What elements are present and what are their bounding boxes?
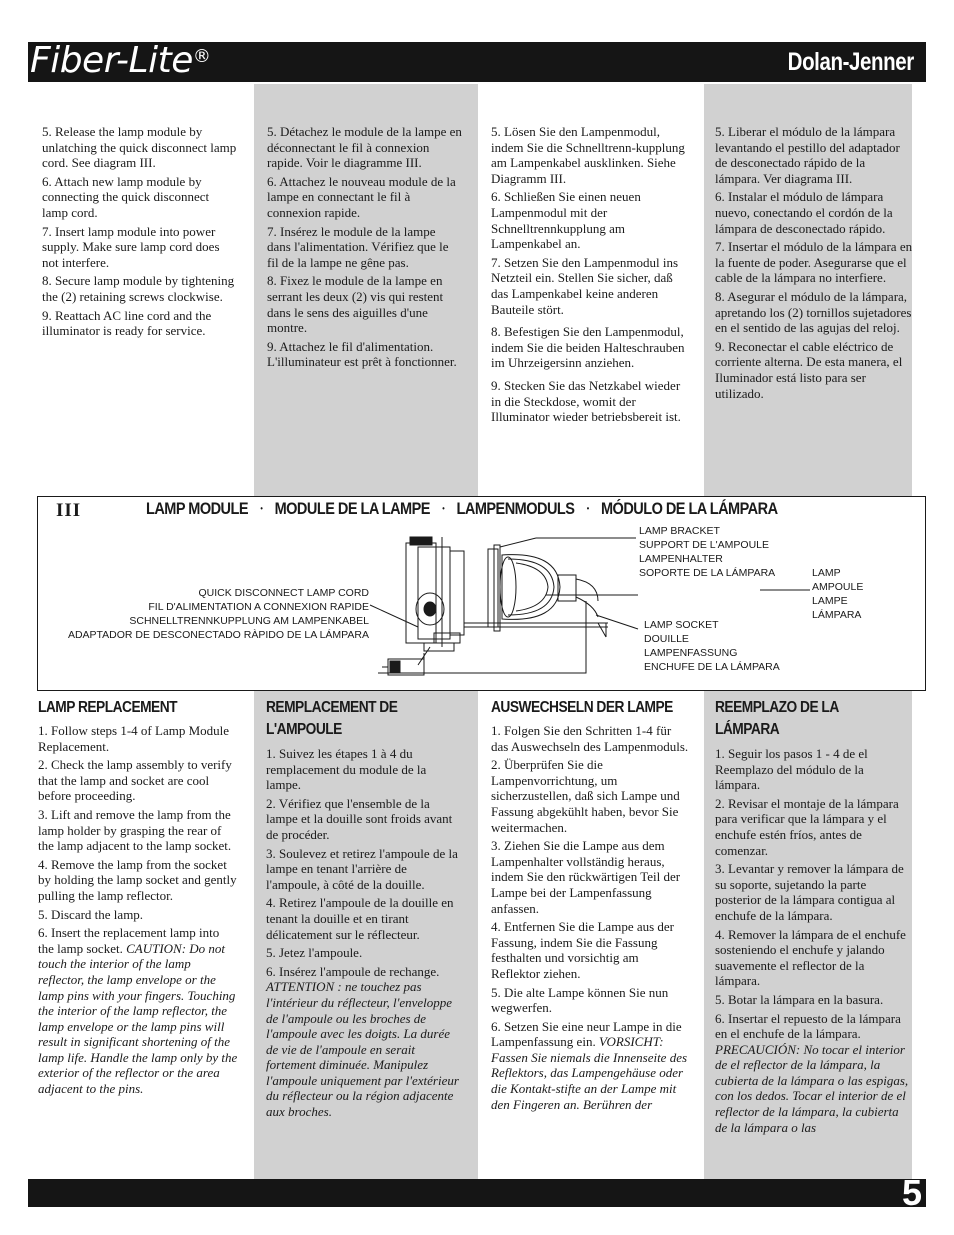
column-french-bottom xyxy=(266,746,462,1123)
paragraph: 4. Remover la lámpara de el enchufe sosteniendo el enchufe y jalando suavemente el reflector de la lámpara. xyxy=(715,926,906,989)
paragraph: 2. Revisar el montaje de la lámpara para verificar que la lámpara y el enchufe estén fríos, antes de comenzar. xyxy=(715,795,899,858)
lamp-module-diagram xyxy=(37,496,926,691)
paragraph: 7. Setzen Sie den Lampenmodul ins Netzteil ein. Stellen Sie sicher, daß das Lampenkabel keine anderen Bauteile stört. xyxy=(491,254,679,317)
caution-note: PRECAUCIÓN: No tocar el interior de el reflector de la lámpara, la cubierta de la lámpara o las espigas, con los dedos. Tocar el interior de el reflector de la lámpara, la cubierta de la lámpara o las xyxy=(715,1041,909,1135)
paragraph: 5. Lösen Sie den Lampenmodul, indem Sie die Schnelltrenn-kupplung am Lampenkabel ausklinken. Siehe Diagramm III. xyxy=(491,124,685,186)
paragraph: 6. Instalar el módulo de lámpara nuevo, conectando el cordón de la lámpara de desconectado rápido. xyxy=(715,189,893,236)
paragraph: 1. Folgen Sie den Schritten 1-4 für das Auswechseln des Lampenmoduls. xyxy=(491,723,689,754)
paragraph: 6. Insert the replacement lamp into the lamp socket. CAUTION: Do not touch the interior of the lamp reflector, the lamp envelope or the lamp pins with your fingers. Touching the interior of the lamp reflector, the lamp envelope or the lamp pins will result in significant shortening of the lamp life. Handle the lamp only by the exterior of the reflector or the area adjacent to the pins. xyxy=(38,925,238,1097)
fiber-lite-logo: Fiber-Lite® xyxy=(30,40,211,81)
paragraph: 5. Die alte Lampe können Sie nun wegwerfen. xyxy=(491,984,669,1016)
paragraph: 8. Befestigen Sie den Lampenmodul, indem Sie die beiden Halteschrauben im Uhrzeigersinn anziehen. xyxy=(491,324,685,371)
column-spanish-top xyxy=(715,124,913,404)
column-german-bottom xyxy=(491,723,689,1115)
paragraph: 5. Botar la lámpara en la basura. xyxy=(715,991,884,1007)
heading-lamp-replacement-de: AUSWECHSELN DER LAMPE xyxy=(491,699,673,716)
paragraph: 1. Suivez les étapes 1 à 4 du remplacement du module de la lampe. xyxy=(266,746,427,793)
paragraph: 4. Retirez l'ampoule de la douille en tenant la douille et en tirant délicatement sur le réflecteur. xyxy=(266,895,454,942)
paragraph: 5. Discard the lamp. xyxy=(38,906,144,922)
dolan-jenner-logo: Dolan-Jenner xyxy=(787,48,914,76)
callout-lamp-bracket: LAMP BRACKET SUPPORT DE L'AMPOULE LAMPENHALTER SOPORTE DE LA LÁMPARA xyxy=(639,525,776,579)
paragraph: 6. Insertar el repuesto de la lámpara en el enchufe de la lámpara. PRECAUCIÓN: No tocar el interior de el reflector de la lámpara, la cubierta de la lámpara o las espigas, con los dedos. Tocar el interior de el reflector de la lámpara, la cubierta de la lámpara o las xyxy=(715,1010,909,1135)
diagram-title-es: MÓDULO DE LA LÁMPARA xyxy=(600,499,778,518)
paragraph: 5. Détachez le module de la lampe en déconnectant le fil à connexion rapide. Voir le diagramme III. xyxy=(267,124,462,171)
callout-lamp-socket: LAMP SOCKET DOUILLE LAMPENFASSUNG ENCHUFE DE LA LÁMPARA xyxy=(644,619,780,673)
paragraph: 2. Vérifiez que l'ensemble de la lampe et la douille sont froids avant de procéder. xyxy=(266,795,453,842)
heading-lamp-replacement-en: LAMP REPLACEMENT xyxy=(38,699,178,716)
page-number: 5 xyxy=(901,1172,922,1213)
paragraph: 9. Attachez le fil d'alimentation. L'illuminateur est prêt à fonctionner. xyxy=(267,338,457,370)
heading-lamp-replacement-fr: REMPLACEMENT DE L'AMPOULE xyxy=(266,699,398,738)
title-separator: • xyxy=(260,503,263,513)
paragraph: 3. Levantar y remover la lámpara de su soporte, sujetando la parte posterior de la lámpara contigua al enchufe de la lámpara. xyxy=(715,861,904,923)
paragraph: 9. Stecken Sie das Netzkabel wieder in die Steckdose, womit der Illuminator wieder betriebsbereit ist. xyxy=(491,377,681,425)
paragraph: 6. Insérez l'ampoule de rechange. ATTENTION : ne touchez pas l'intérieur du réflecteur, l'enveloppe de l'ampoule ou les broches de l'ampoule avec les doigts. La durée de vie de l'ampoule en serait fortement diminuée. Manipulez l'ampoule uniquement par l'extérieur du réflecteur ou la région adjacente aux broches. xyxy=(266,963,459,1120)
column-english-bottom xyxy=(38,723,238,1100)
paragraph: 5. Release the lamp module by unlatching the quick disconnect lamp cord. See diagram III. xyxy=(42,124,237,171)
paragraph: 9. Reattach AC line cord and the illuminator is ready for service. xyxy=(42,307,212,339)
paragraph: 4. Entfernen Sie die Lampe aus der Fassung, indem Sie die Fassung festhalten und vorsichtig am Reflektor ziehen. xyxy=(491,919,675,981)
column-english-top xyxy=(42,124,238,342)
paragraph: 6. Setzen Sie eine neur Lampe in die Lampenfassung ein. VORSICHT: Fassen Sie niemals die Innenseite des Reflektors, das Lampengehäuse oder die Kontakt-stifte an der Lampe mit den Fingeren an. Berühren der xyxy=(491,1018,688,1112)
paragraph: 9. Reconectar el cable eléctrico de corriente alterna. De esta manera, el Iluminador está listo para ser utilizado. xyxy=(715,338,903,401)
paragraph: 1. Follow steps 1-4 of Lamp Module Replacement. xyxy=(38,723,230,754)
paragraph: 3. Lift and remove the lamp from the lamp holder by grasping the rear of the lamp adjacent to the lamp socket. xyxy=(38,806,232,854)
title-separator: • xyxy=(586,503,589,513)
diagram-title-en: LAMP MODULE xyxy=(146,499,249,518)
caution-note: VORSICHT: Fassen Sie niemals die Innenseite des Reflektors, das Lampengehäuse oder die Kontakt-stifte an der Lampe mit den Fingeren an. Berühren der xyxy=(491,1034,688,1112)
paragraph: 1. Seguir los pasos 1 - 4 de el Reemplazo del módulo de la lámpara. xyxy=(715,746,868,793)
paragraph: 6. Schließen Sie einen neuen Lampenmodul mit der Schnelltrennkupplung am Lampenkabel an. xyxy=(491,189,641,252)
paragraph: 4. Remove the lamp from the socket by holding the lamp socket and gently pulling the lamp reflector. xyxy=(38,856,237,903)
paragraph: 3. Ziehen Sie die Lampe aus dem Lampenhalter vollständig heraus, indem Sie den rückwärtigen Teil der Lampe bei der Lampenfassung anfassen. xyxy=(491,838,681,916)
page-header xyxy=(28,42,926,82)
column-french-top xyxy=(267,124,462,373)
paragraph: 2. Überprüfen Sie die Lampenvorrichtung, um sicherzustellen, daß sich Lampe und Fassung abgekühlt haben, bevor Sie weitermachen. xyxy=(491,757,680,835)
paragraph: 3. Soulevez et retirez l'ampoule de la lampe en tenant l'arrière de l'ampoule, à côté de la douille. xyxy=(266,845,458,892)
column-spanish-bottom xyxy=(715,746,912,1138)
page-footer xyxy=(28,1172,926,1213)
callout-lamp: LAMP AMPOULE LAMPE LÁMPARA xyxy=(812,567,864,621)
paragraph: 8. Fixez le module de la lampe en serrant les deux (2) vis qui restent dans le sens des aiguilles d'une montre. xyxy=(267,273,444,336)
paragraph: 5. Jetez l'ampoule. xyxy=(266,945,363,961)
diagram-title-de: LAMPENMODULS xyxy=(456,499,575,518)
paragraph: 6. Attachez le nouveau module de la lampe en connectant le fil à connexion rapide. xyxy=(267,173,456,220)
paragraph: 5. Liberar el módulo de la lámpara levantando el pestillo del adaptador de desconectado rápido de la lámpara. Ver diagrama III. xyxy=(715,124,900,186)
paragraph: 7. Insertar el módulo de la lámpara en la fuente de poder. Asegurarse que el cable de la lámpara no interfiere. xyxy=(715,239,913,286)
heading-lamp-replacement-es: REEMPLAZO DE LA LÁMPARA xyxy=(715,699,839,738)
paragraph: 2. Check the lamp assembly to verify that the lamp and socket are cool before proceeding. xyxy=(38,757,232,804)
column-german-top xyxy=(491,124,688,428)
diagram-number: III xyxy=(56,500,82,521)
callout-quick-disconnect: QUICK DISCONNECT LAMP CORD FIL D'ALIMENTATION A CONNEXION RAPIDE SCHNELLTRENNKUPPLUNG AM LAMPENKABEL ADAPTADOR DE DESCONECTADO RÀPIDO DE LA LÁMPARA xyxy=(67,587,369,641)
paragraph: 6. Attach new lamp module by connecting the quick disconnect lamp cord. xyxy=(42,173,210,220)
paragraph: 8. Asegurar el módulo de la lámpara, apretando los (2) tornillos sujetadores en el sentido de las agujas del reloj. xyxy=(715,288,912,336)
caution-note: ATTENTION : ne touchez pas l'intérieur du réflecteur, l'enveloppe de l'ampoule ou les broches de l'ampoule avec les doigts. La durée de vie de l'ampoule en serait fortement diminuée. Manipulez l'ampoule uniquement par l'extérieur du réflecteur ou la région adjacente aux broches. xyxy=(266,979,459,1120)
caution-note: CAUTION: Do not touch the interior of the lamp reflector, the lamp envelope or the lamp pins with your fingers. Touching the interior of the lamp reflector, the lamp envelope or the lamp pins will result in significant shortening of the lamp life. Handle the lamp only by the exterior of the reflector or the area adjacent to the pins. xyxy=(38,940,238,1097)
paragraph: 7. Insert lamp module into power supply. Make sure lamp cord does not interfere. xyxy=(42,223,220,270)
diagram-title-fr: MODULE DE LA LAMPE xyxy=(274,499,430,518)
paragraph: 8. Secure lamp module by tightening the (2) retaining screws clockwise. xyxy=(42,273,235,304)
paragraph: 7. Insérez le module de la lampe dans l'alimentation. Vérifiez que le fil de la lampe ne gêne pas. xyxy=(267,223,449,270)
title-separator: • xyxy=(442,503,445,513)
